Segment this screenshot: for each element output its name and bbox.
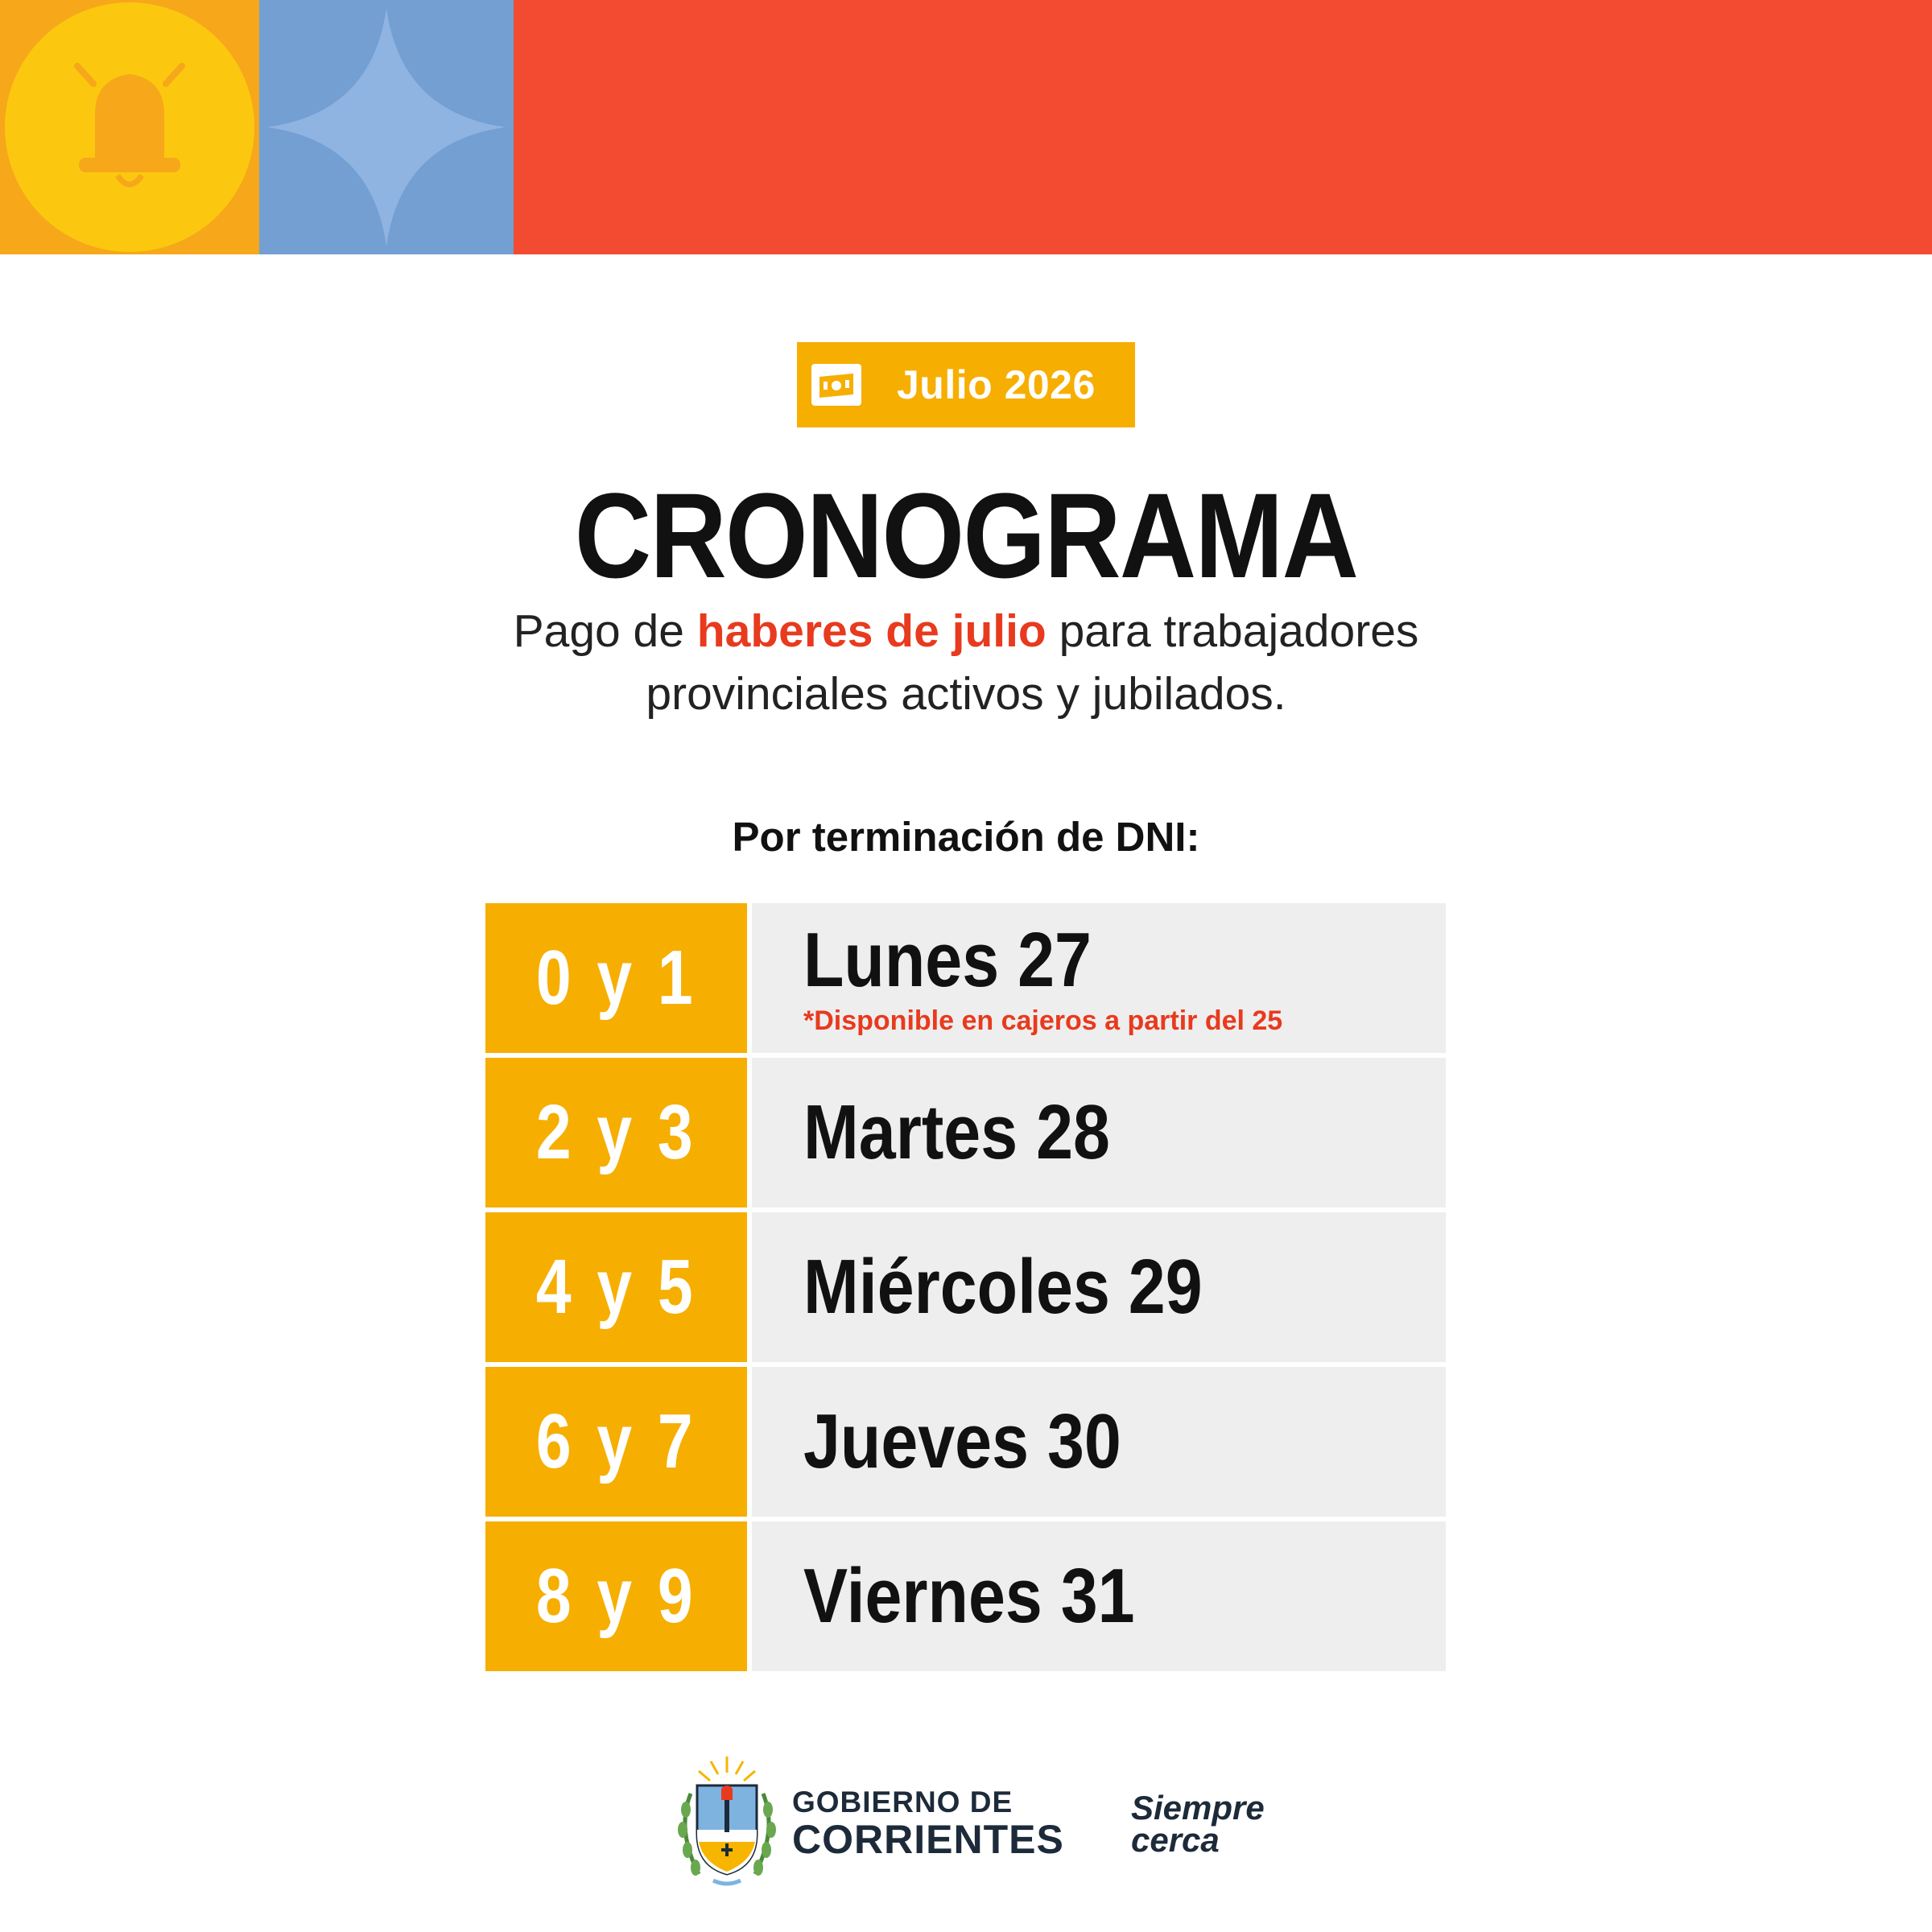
page-title: CRONOGRAMA [574, 468, 1358, 603]
schedule-row [485, 903, 1446, 1053]
dni-digits: 2 y 3 [535, 1089, 697, 1175]
money-bill-icon [811, 364, 861, 406]
dni-digits: 6 y 7 [535, 1398, 697, 1484]
payment-day: Martes 28 [803, 1089, 1110, 1175]
dni-digits: 0 y 1 [535, 935, 697, 1021]
payment-day: Lunes 27 [803, 916, 1092, 1003]
schedule-row [485, 1367, 1446, 1517]
payment-day-cell [752, 1212, 1446, 1362]
date-badge-label: Julio 2026 [897, 362, 1096, 407]
dni-digits-cell [485, 1521, 747, 1671]
dni-digits-cell [485, 1212, 747, 1362]
subtitle-line2: provinciales activos y jubilados. [646, 668, 1286, 720]
sparkle-icon [259, 0, 514, 254]
payment-day: Viernes 31 [803, 1553, 1135, 1639]
subtitle-highlight: haberes de julio [696, 605, 1046, 657]
corrientes-coat-of-arms-icon [675, 1753, 779, 1890]
subtitle-text-start: Pago de [513, 605, 697, 657]
slogan-line1: Siempre [1131, 1789, 1265, 1827]
payment-day-cell [752, 903, 1446, 1053]
government-name-line2: CORRIENTES [792, 1817, 1064, 1862]
payment-day: Jueves 30 [803, 1398, 1121, 1484]
schedule-table [485, 903, 1446, 1676]
payment-day-cell [752, 1058, 1446, 1208]
bell-icon [0, 0, 259, 254]
header-banner [0, 0, 1932, 254]
dni-digits-cell [485, 903, 747, 1053]
schedule-row [485, 1058, 1446, 1208]
dni-digits: 4 y 5 [535, 1244, 697, 1330]
slogan-line2: cerca [1131, 1821, 1220, 1859]
dni-digits: 8 y 9 [535, 1553, 697, 1639]
schedule-row [485, 1521, 1446, 1671]
payment-day-cell [752, 1521, 1446, 1671]
payment-day-cell [752, 1367, 1446, 1517]
sparkle-tile [259, 0, 514, 254]
slogan [1131, 1789, 1265, 1859]
date-badge [797, 342, 1135, 427]
dni-label: Por terminación de DNI: [732, 814, 1200, 860]
government-name-line1: GOBIERNO DE [792, 1785, 1013, 1818]
payment-day: Miércoles 29 [803, 1244, 1203, 1330]
subtitle-text-end: para trabajadores [1046, 605, 1419, 657]
schedule-row [485, 1212, 1446, 1362]
dni-digits-cell [485, 1367, 747, 1517]
bell-tile [0, 0, 259, 254]
dni-digits-cell [485, 1058, 747, 1208]
atm-availability-note: *Disponible en cajeros a partir del 25 [803, 1005, 1283, 1036]
subtitle [0, 600, 1932, 725]
